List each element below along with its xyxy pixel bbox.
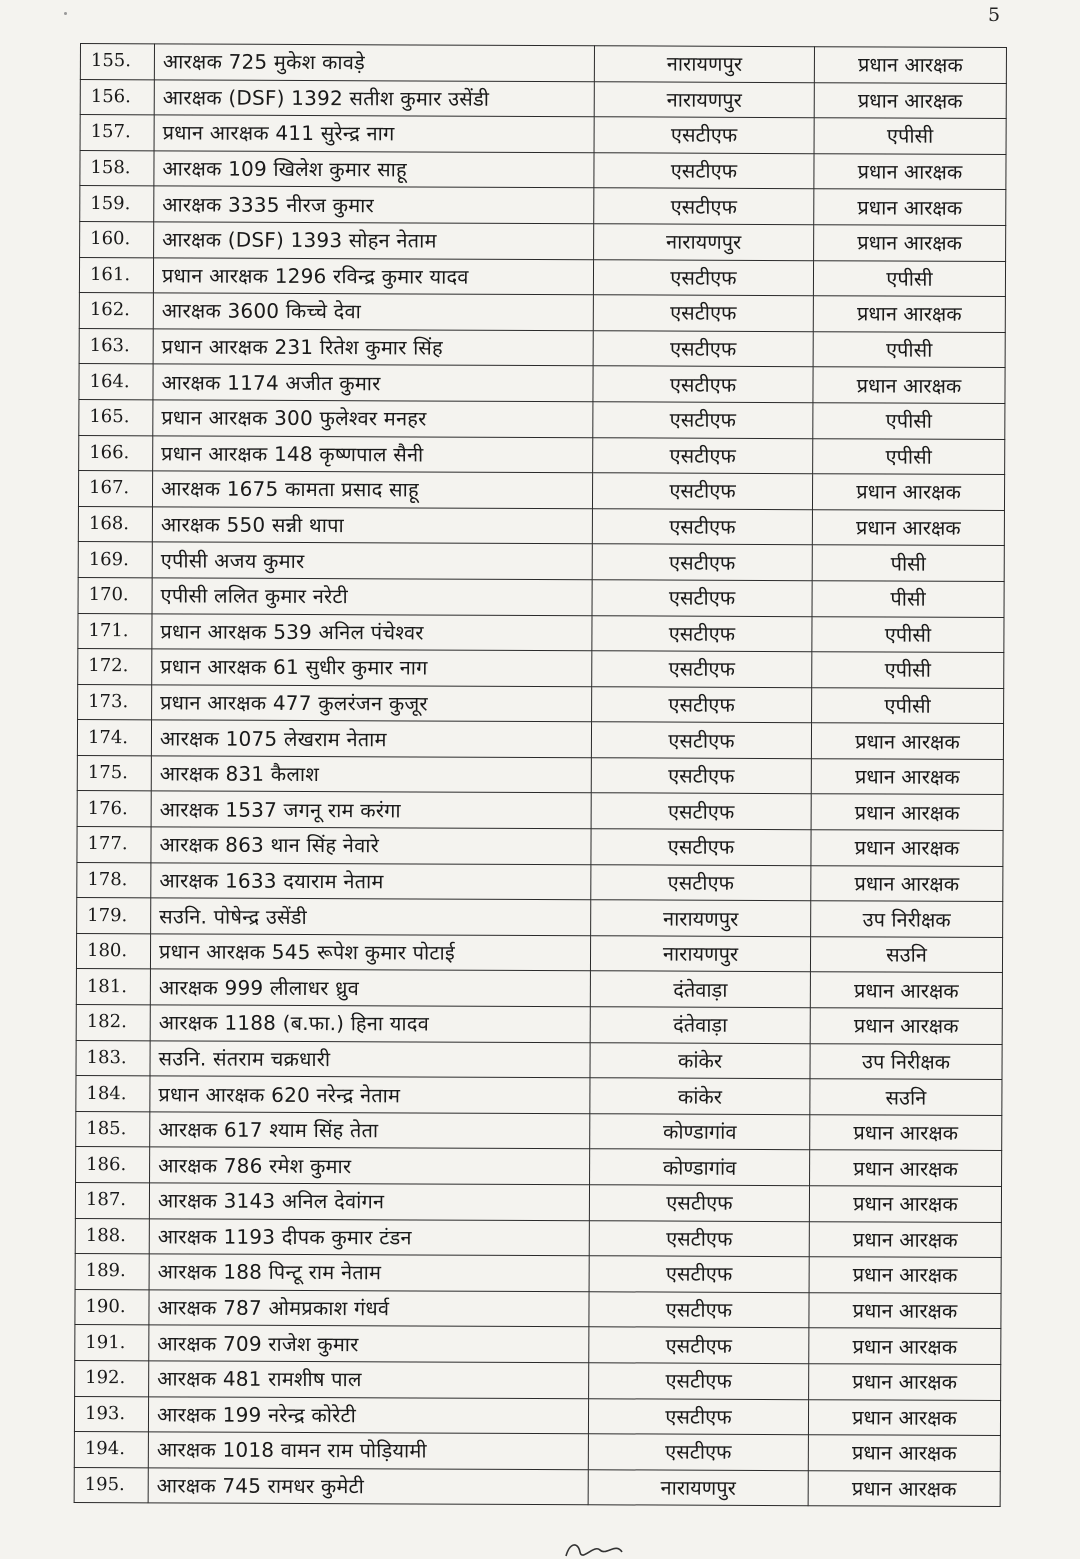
serial-number-cell: 176. [77,791,151,827]
unit-cell: नारायणपुर [594,81,814,118]
employee-name-cell: आरक्षक 725 मुकेश कावड़े [154,44,594,82]
promoted-rank-cell: प्रधान आरक्षक [809,1292,1001,1328]
serial-number-cell: 161. [79,257,153,293]
unit-cell: एसटीएफ [588,1398,808,1435]
table-row [80,44,1006,84]
promoted-rank-cell: एपीसी [812,687,1004,723]
promoted-rank-cell: प्रधान आरक्षक [810,1008,1002,1044]
unit-cell: नारायणपुर [594,224,814,261]
employee-name-cell: प्रधान आरक्षक 148 कृष्णपाल सैनी [153,435,593,473]
serial-number-cell: 181. [76,969,150,1005]
table-row [76,1040,1002,1080]
table-row [77,720,1003,760]
promoted-rank-cell: प्रधान आरक्षक [810,1115,1002,1151]
table-row [76,1111,1002,1151]
table-row [79,257,1005,297]
employee-name-cell: प्रधान आरक्षक 620 नरेन्द्र नेताम [150,1076,590,1114]
unit-cell: एसटीएफ [593,330,813,367]
table-row [77,898,1003,938]
serial-number-cell: 179. [77,898,151,934]
serial-number-cell: 195. [74,1467,148,1503]
table-row [80,186,1006,226]
table-row [76,969,1002,1009]
employee-name-cell: एपीसी अजय कुमार [152,542,592,580]
unit-cell: एसटीएफ [594,117,814,154]
serial-number-cell: 194. [74,1432,148,1468]
serial-number-cell: 171. [78,613,152,649]
table-row [79,293,1005,333]
employee-name-cell: प्रधान आरक्षक 477 कुलरंजन कुजूर [152,685,592,723]
promoted-rank-cell: प्रधान आरक्षक [814,189,1006,225]
serial-number-cell: 164. [79,364,153,400]
promoted-rank-cell: एपीसी [813,438,1005,474]
unit-cell: नारायणपुर [588,1469,808,1506]
promoted-rank-cell: प्रधान आरक्षक [814,82,1006,118]
employee-name-cell: प्रधान आरक्षक 300 फुलेश्वर मनहर [153,400,593,438]
table-row [79,364,1005,404]
employee-name-cell: आरक्षक 109 खिलेश कुमार साहू [154,151,594,189]
promoted-rank-cell: एपीसी [813,260,1005,296]
serial-number-cell: 169. [78,542,152,578]
unit-cell: एसटीएफ [591,864,811,901]
promoted-rank-cell: प्रधान आरक्षक [811,759,1003,795]
employee-name-cell: प्रधान आरक्षक 411 सुरेन्द्र नाग [154,115,594,153]
promoted-rank-cell: प्रधान आरक्षक [813,367,1005,403]
table-row [78,577,1004,617]
employee-name-cell: आरक्षक 1633 दयाराम नेताम [151,862,591,900]
promoted-rank-cell: प्रधान आरक्षक [812,509,1004,545]
serial-number-cell: 160. [80,221,154,257]
unit-cell: एसटीएफ [594,188,814,225]
unit-cell: एसटीएफ [592,615,812,652]
promoted-rank-cell: उप निरीक्षक [810,1043,1002,1079]
table-row [75,1289,1001,1329]
table-row [80,115,1006,155]
employee-name-cell: आरक्षक 831 कैलाश [151,756,591,794]
serial-number-cell: 193. [74,1396,148,1432]
employee-name-cell: आरक्षक 709 राजेश कुमार [149,1325,589,1363]
serial-number-cell: 156. [80,79,154,115]
promoted-rank-cell: सउनि [810,1079,1002,1115]
table-row [74,1432,1000,1472]
serial-number-cell: 163. [79,328,153,364]
employee-name-cell: सउनि. पोषेन्द्र उसेंडी [151,898,591,936]
unit-cell: एसटीएफ [593,295,813,332]
promoted-rank-cell: प्रधान आरक्षक [809,1257,1001,1293]
table-row [74,1396,1000,1436]
table-row [78,471,1004,511]
unit-cell: कोण्डागांव [590,1149,810,1186]
transfer-list-table [74,43,1007,1507]
unit-cell: एसटीएफ [593,437,813,474]
employee-name-cell: आरक्षक 481 रामशीष पाल [149,1361,589,1399]
page-number: 5 [988,4,1001,26]
table-row [75,1254,1001,1294]
table-row [80,79,1006,119]
employee-name-cell: आरक्षक 1193 दीपक कुमार टंडन [149,1218,589,1256]
serial-number-cell: 168. [78,506,152,542]
promoted-rank-cell: एपीसी [812,616,1004,652]
serial-number-cell: 155. [80,44,154,80]
employee-name-cell: आरक्षक 199 नरेन्द्र कोरेटी [148,1396,588,1434]
unit-cell: नारायणपुर [591,900,811,937]
serial-number-cell: 159. [80,186,154,222]
employee-name-cell: आरक्षक 999 लीलाधर ध्रुव [150,969,590,1007]
employee-name-cell: प्रधान आरक्षक 545 रूपेश कुमार पोटाई [150,934,590,972]
serial-number-cell: 180. [76,933,150,969]
table-row [77,755,1003,795]
unit-cell: एसटीएफ [592,580,812,617]
employee-name-cell: आरक्षक 1675 कामता प्रसाद साहू [152,471,592,509]
unit-cell: एसटीएफ [589,1292,809,1329]
table-row [76,1005,1002,1045]
employee-name-cell: आरक्षक 3335 नीरज कुमार [154,186,594,224]
table-row [75,1360,1001,1400]
employee-name-cell: आरक्षक 617 श्याम सिंह तेता [150,1112,590,1150]
unit-cell: दंतेवाड़ा [590,971,810,1008]
serial-number-cell: 177. [77,827,151,863]
table-row [79,435,1005,475]
unit-cell: एसटीएफ [592,651,812,688]
serial-number-cell: 188. [75,1218,149,1254]
promoted-rank-cell: प्रधान आरक्षक [809,1221,1001,1257]
table-row [74,1467,1000,1507]
unit-cell: दंतेवाड़ा [590,1007,810,1044]
serial-number-cell: 185. [76,1111,150,1147]
serial-number-cell: 157. [80,115,154,151]
table-row [76,1147,1002,1187]
unit-cell: एसटीएफ [593,259,813,296]
employee-name-cell: आरक्षक 745 रामधर कुमेटी [148,1468,588,1506]
promoted-rank-cell: सउनि [810,937,1002,973]
serial-number-cell: 166. [79,435,153,471]
unit-cell: एसटीएफ [589,1185,809,1222]
table-row [79,399,1005,439]
employee-name-cell: प्रधान आरक्षक 539 अनिल पंचेश्वर [152,613,592,651]
table-row [76,933,1002,973]
employee-name-cell: आरक्षक 3143 अनिल देवांगन [149,1183,589,1221]
table-row [75,1182,1001,1222]
unit-cell: नारायणपुर [594,46,814,83]
promoted-rank-cell: प्रधान आरक्षक [811,794,1003,830]
serial-number-cell: 191. [75,1325,149,1361]
employee-name-cell: आरक्षक 1188 (ब.फा.) हिना यादव [150,1005,590,1043]
serial-number-cell: 187. [75,1182,149,1218]
unit-cell: एसटीएफ [588,1434,808,1471]
serial-number-cell: 172. [78,649,152,685]
serial-number-cell: 170. [78,577,152,613]
serial-number-cell: 173. [78,684,152,720]
promoted-rank-cell: प्रधान आरक्षक [809,1364,1001,1400]
unit-cell: कोण्डागांव [590,1114,810,1151]
promoted-rank-cell: प्रधान आरक्षक [809,1186,1001,1222]
promoted-rank-cell: प्रधान आरक्षक [812,474,1004,510]
employee-name-cell: सउनि. संतराम चक्रधारी [150,1040,590,1078]
unit-cell: एसटीएफ [591,793,811,830]
scan-mark [64,12,67,15]
table-row [77,791,1003,831]
table-row [75,1325,1001,1365]
serial-number-cell: 190. [75,1289,149,1325]
serial-number-cell: 162. [79,293,153,329]
employee-name-cell: प्रधान आरक्षक 61 सुधीर कुमार नाग [152,649,592,687]
table-row [79,328,1005,368]
promoted-rank-cell: प्रधान आरक्षक [808,1435,1000,1471]
promoted-rank-cell: प्रधान आरक्षक [808,1399,1000,1435]
promoted-rank-cell: पीसी [812,545,1004,581]
table-row [78,649,1004,689]
employee-name-cell: आरक्षक 787 ओमप्रकाश गंधर्व [149,1290,589,1328]
unit-cell: एसटीएफ [589,1363,809,1400]
serial-number-cell: 165. [79,399,153,435]
employee-name-cell: आरक्षक 1018 वामन राम पोड़ियामी [148,1432,588,1470]
unit-cell: एसटीएफ [589,1220,809,1257]
table-row [77,862,1003,902]
promoted-rank-cell: प्रधान आरक्षक [814,225,1006,261]
serial-number-cell: 167. [78,471,152,507]
promoted-rank-cell: उप निरीक्षक [811,901,1003,937]
transfer-table-container [74,43,1006,1507]
promoted-rank-cell: प्रधान आरक्षक [811,830,1003,866]
employee-name-cell: आरक्षक 1537 जगनू राम करंगा [151,791,591,829]
serial-number-cell: 174. [77,720,151,756]
table-row [78,506,1004,546]
serial-number-cell: 186. [76,1147,150,1183]
unit-cell: एसटीएफ [591,829,811,866]
promoted-rank-cell: एपीसी [814,118,1006,154]
serial-number-cell: 178. [77,862,151,898]
employee-name-cell: आरक्षक (DSF) 1393 सोहन नेताम [154,222,594,260]
table-body [74,44,1006,1507]
unit-cell: कांकेर [590,1042,810,1079]
serial-number-cell: 192. [75,1360,149,1396]
unit-cell: एसटीएफ [594,153,814,190]
unit-cell: एसटीएफ [589,1327,809,1364]
serial-number-cell: 189. [75,1254,149,1290]
promoted-rank-cell: पीसी [812,581,1004,617]
unit-cell: कांकेर [590,1078,810,1115]
unit-cell: नारायणपुर [590,936,810,973]
table-row [78,542,1004,582]
unit-cell: एसटीएफ [592,544,812,581]
promoted-rank-cell: प्रधान आरक्षक [808,1470,1000,1506]
employee-name-cell: आरक्षक 863 थान सिंह नेवारे [151,827,591,865]
unit-cell: एसटीएफ [589,1256,809,1293]
promoted-rank-cell: प्रधान आरक्षक [814,153,1006,189]
employee-name-cell: आरक्षक 550 सन्नी थापा [152,507,592,545]
table-row [80,150,1006,190]
unit-cell: एसटीएफ [592,508,812,545]
employee-name-cell: एपीसी ललित कुमार नरेटी [152,578,592,616]
serial-number-cell: 158. [80,150,154,186]
unit-cell: एसटीएफ [591,758,811,795]
table-row [77,827,1003,867]
promoted-rank-cell: प्रधान आरक्षक [811,723,1003,759]
employee-name-cell: आरक्षक 3600 किच्चे देवा [153,293,593,331]
unit-cell: एसटीएफ [592,473,812,510]
table-row [76,1076,1002,1116]
employee-name-cell: आरक्षक (DSF) 1392 सतीश कुमार उसेंडी [154,79,594,117]
promoted-rank-cell: प्रधान आरक्षक [810,1150,1002,1186]
serial-number-cell: 175. [77,755,151,791]
employee-name-cell: आरक्षक 188 पिन्टू राम नेताम [149,1254,589,1292]
unit-cell: एसटीएफ [591,722,811,759]
employee-name-cell: आरक्षक 1075 लेखराम नेताम [151,720,591,758]
employee-name-cell: आरक्षक 786 रमेश कुमार [150,1147,590,1185]
employee-name-cell: प्रधान आरक्षक 231 रितेश कुमार सिंह [153,329,593,367]
table-row [80,221,1006,261]
promoted-rank-cell: एपीसी [813,331,1005,367]
signature-mark [560,1538,680,1558]
promoted-rank-cell: प्रधान आरक्षक [813,296,1005,332]
table-row [78,613,1004,653]
serial-number-cell: 183. [76,1040,150,1076]
unit-cell: एसटीएफ [592,686,812,723]
promoted-rank-cell: एपीसी [812,652,1004,688]
unit-cell: एसटीएफ [593,402,813,439]
serial-number-cell: 182. [76,1005,150,1041]
promoted-rank-cell: प्रधान आरक्षक [810,972,1002,1008]
promoted-rank-cell: प्रधान आरक्षक [811,865,1003,901]
table-row [78,684,1004,724]
serial-number-cell: 184. [76,1076,150,1112]
employee-name-cell: आरक्षक 1174 अजीत कुमार [153,364,593,402]
promoted-rank-cell: एपीसी [813,403,1005,439]
employee-name-cell: प्रधान आरक्षक 1296 रविन्द्र कुमार यादव [153,257,593,295]
table-row [75,1218,1001,1258]
unit-cell: एसटीएफ [593,366,813,403]
promoted-rank-cell: प्रधान आरक्षक [809,1328,1001,1364]
promoted-rank-cell: प्रधान आरक्षक [814,47,1006,83]
